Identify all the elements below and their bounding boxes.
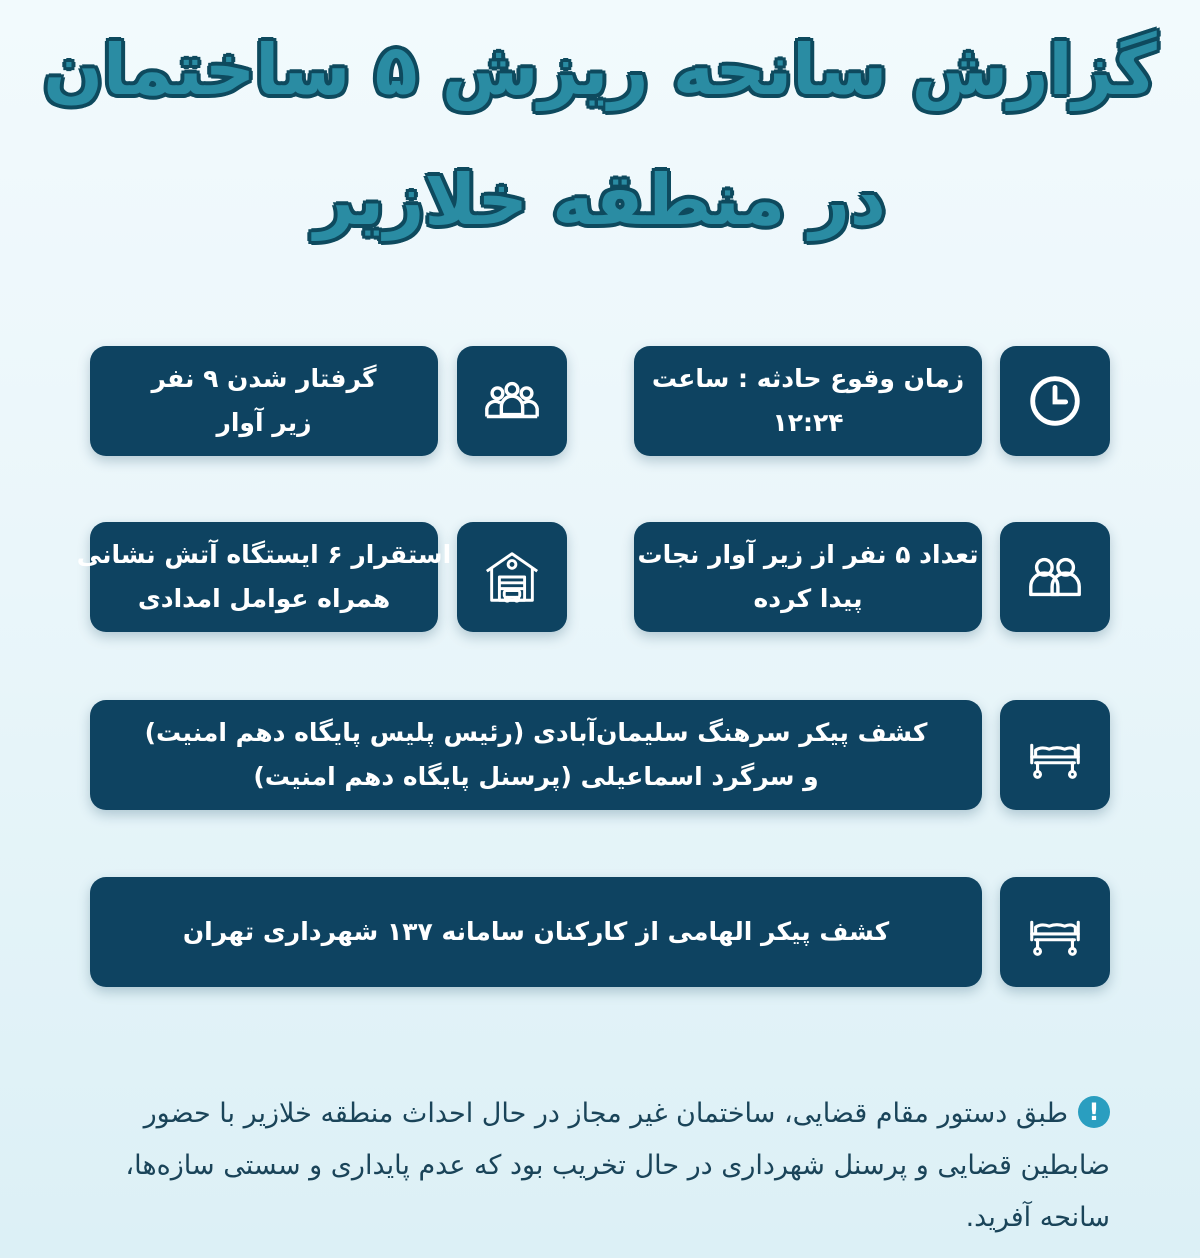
- officers-bodies-line-2: و سرگرد اسماعیلی (پرسنل پایگاه دهم امنیت): [253, 762, 819, 791]
- elhami-icon-box: [1000, 877, 1110, 987]
- rescued-line-2: پیدا کرده: [753, 584, 863, 613]
- incident-time-card: [634, 346, 982, 456]
- trapped-line-2: زیر آوار: [216, 408, 312, 437]
- stretcher-icon: [1024, 901, 1086, 963]
- fire-stations-line-2: همراه عوامل امدادی: [137, 584, 391, 613]
- two-people-icon: [1024, 546, 1086, 608]
- elhami-body-card: [90, 877, 982, 987]
- fire-stations-line-1: استقرار ۶ ایستگاه آتش نشانی: [76, 540, 452, 569]
- clock-icon: [1024, 370, 1086, 432]
- exclamation-icon: !: [1078, 1096, 1110, 1128]
- group-people-icon: [481, 370, 543, 432]
- stretcher-icon: [1024, 724, 1086, 786]
- page-title-line-1: گزارش سانحه ریزش ۵ ساختمان: [43, 29, 1157, 111]
- trapped-icon-box: [457, 346, 567, 456]
- fire-station-icon: [481, 546, 543, 608]
- officers-bodies-card: [90, 700, 982, 810]
- rescued-line-1: تعداد ۵ نفر از زیر آوار نجات: [637, 540, 979, 569]
- incident-time-value: ۱۲:۲۴: [772, 408, 844, 437]
- rescued-card: [634, 522, 982, 632]
- officers-icon-box: [1000, 700, 1110, 810]
- fire-station-icon-box: [457, 522, 567, 632]
- legal-note: [80, 1088, 1110, 1244]
- fire-stations-card: [76, 522, 452, 632]
- legal-note-text: طبق دستور مقام قضایی، ساختمان غیر مجاز در حال احداث منطقه خلازیر با حضور ضابطین قضایی و پرسنل شهرداری در حال تخریب بود که عدم پایداری و سستی سازه‌ها، سانحه آفرید.: [125, 1098, 1110, 1233]
- trapped-line-1: گرفتار شدن ۹ نفر: [151, 364, 377, 393]
- page-title-line-2: در منطقه خلازیر: [314, 159, 886, 241]
- officers-bodies-line-1: کشف پیکر سرهنگ سلیمان‌آبادی (رئیس پلیس پایگاه دهم امنیت): [144, 718, 928, 747]
- time-icon-box: [1000, 346, 1110, 456]
- incident-time-label: زمان وقوع حادثه : ساعت: [651, 364, 965, 393]
- rescued-icon-box: [1000, 522, 1110, 632]
- elhami-body-line: کشف پیکر الهامی از کارکنان سامانه ۱۳۷ شهرداری تهران: [182, 917, 890, 946]
- trapped-card: [90, 346, 438, 456]
